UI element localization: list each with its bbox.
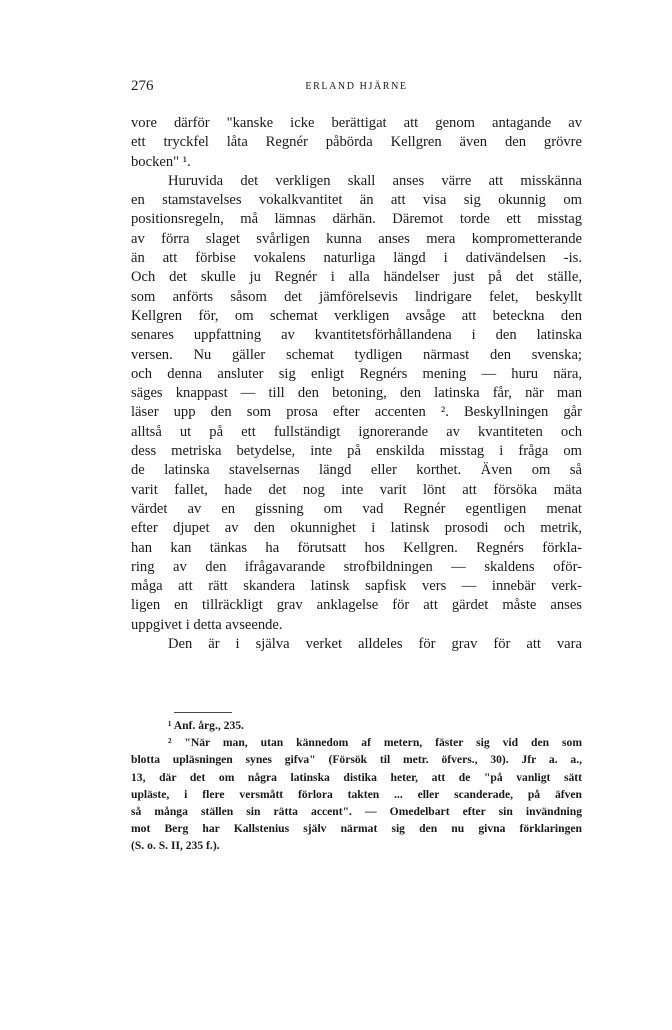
footnote-line: så många ställen sin rätta accent". — Omedelbart efter sin invändning <box>131 804 582 818</box>
body-line: efter djupet av den okunnighet i latinsk prosodi och metrik, <box>131 520 582 537</box>
footnote-line: upläste, i flere versmått förlora takten ... eller scanderade, på äfven <box>131 787 582 801</box>
footnote-line: (S. o. S. II, 235 f.). <box>131 839 220 853</box>
body-line: vore därför "kanske icke berättigat att genom antagande av <box>131 115 582 131</box>
body-line: Den är i själva verket alldeles för grav för att vara <box>168 636 582 653</box>
body-line: av förra slaget svårligen kunna anses mera komprometterande <box>131 230 582 247</box>
body-line: måga att rätt skandera latinsk sapfisk vers — innebär verk- <box>131 578 582 595</box>
body-line: bocken" ¹. <box>131 153 191 170</box>
body-line: Huruvida det verkligen skall anses värre att misskänna <box>168 172 582 189</box>
body-line: Kellgren för, om schemat verkligen avsåge att beteckna den <box>131 307 582 324</box>
footnote-line: 13, där det om några latinska distika heter, att de "på vanligt sätt <box>131 770 582 784</box>
body-line: säges knappast — till den betoning, den latinska får, när man <box>131 385 582 402</box>
running-head: ERLAND HJÄRNE <box>305 81 408 92</box>
page-number: 276 <box>131 78 154 94</box>
footnote-line: ¹ Anf. årg., 235. <box>168 719 244 732</box>
footnote-line: blotta upläsningen synes gifva" (Försök til metr. öfvers., 30). Jfr a. a., <box>131 753 582 767</box>
body-line: dess metriska betydelse, inte på enskilda misstag i fråga om <box>131 443 582 460</box>
footnote-line: ² "När man, utan kännedom af metern, fäster sig vid den som <box>168 736 582 750</box>
body-line: positionsregeln, må lämnas därhän. Däremot torde ett misstag <box>131 211 582 228</box>
footnote-line: mot Berg har Kallstenius själv närmat sig den nu givna förklaringen <box>131 822 582 836</box>
body-line: alltså ut på ett fullständigt ignorerande av kvantiteten och <box>131 423 582 440</box>
body-line: läser upp den som prosa efter accenten ². Beskyllningen går <box>131 404 582 421</box>
body-line: och denna ansluter sig enligt Regnérs mening — huru nära, <box>131 365 582 382</box>
body-text <box>131 114 582 654</box>
body-line: varit fallet, hade det nog inte varit lönt att försöka mäta <box>131 481 582 498</box>
body-line: versen. Nu gäller schemat tydligen närmast den svenska; <box>131 346 582 363</box>
body-line: uppgivet i detta avseende. <box>131 616 283 633</box>
body-line: ett tryckfel låta Regnér påbörda Kellgren även den grövre <box>131 134 582 151</box>
body-line: som anförts såsom det jämförelsevis lindrigare felet, beskyllt <box>131 288 582 305</box>
body-line: en stamstavelses vokalkvantitet än att visa sig okunnig om <box>131 192 582 209</box>
body-line: ligen en tillräckligt grav anklagelse för att gärdet måste anses <box>131 597 582 614</box>
footnotes <box>131 717 582 855</box>
body-line: Och det skulle ju Regnér i alla händelser just på det ställe, <box>131 269 582 286</box>
body-line: värdet av en gissning om vad Regnér egentligen menat <box>131 500 582 517</box>
body-line: än att förbise vokalens naturliga längd i dativändelsen -is. <box>131 250 582 267</box>
body-line: senares uppfattning av kvantitetsförhållandena i den latinska <box>131 327 582 344</box>
body-line: han kan tänkas ha förutsatt hos Kellgren. Regnérs förkla- <box>131 539 582 556</box>
footnote-rule <box>174 712 232 713</box>
page-header <box>131 78 582 98</box>
body-line: de latinska stavelsernas längd eller korthet. Även om så <box>131 462 582 479</box>
body-line: ring av den ifrågavarande strofbildningen — skaldens oför- <box>131 558 582 575</box>
